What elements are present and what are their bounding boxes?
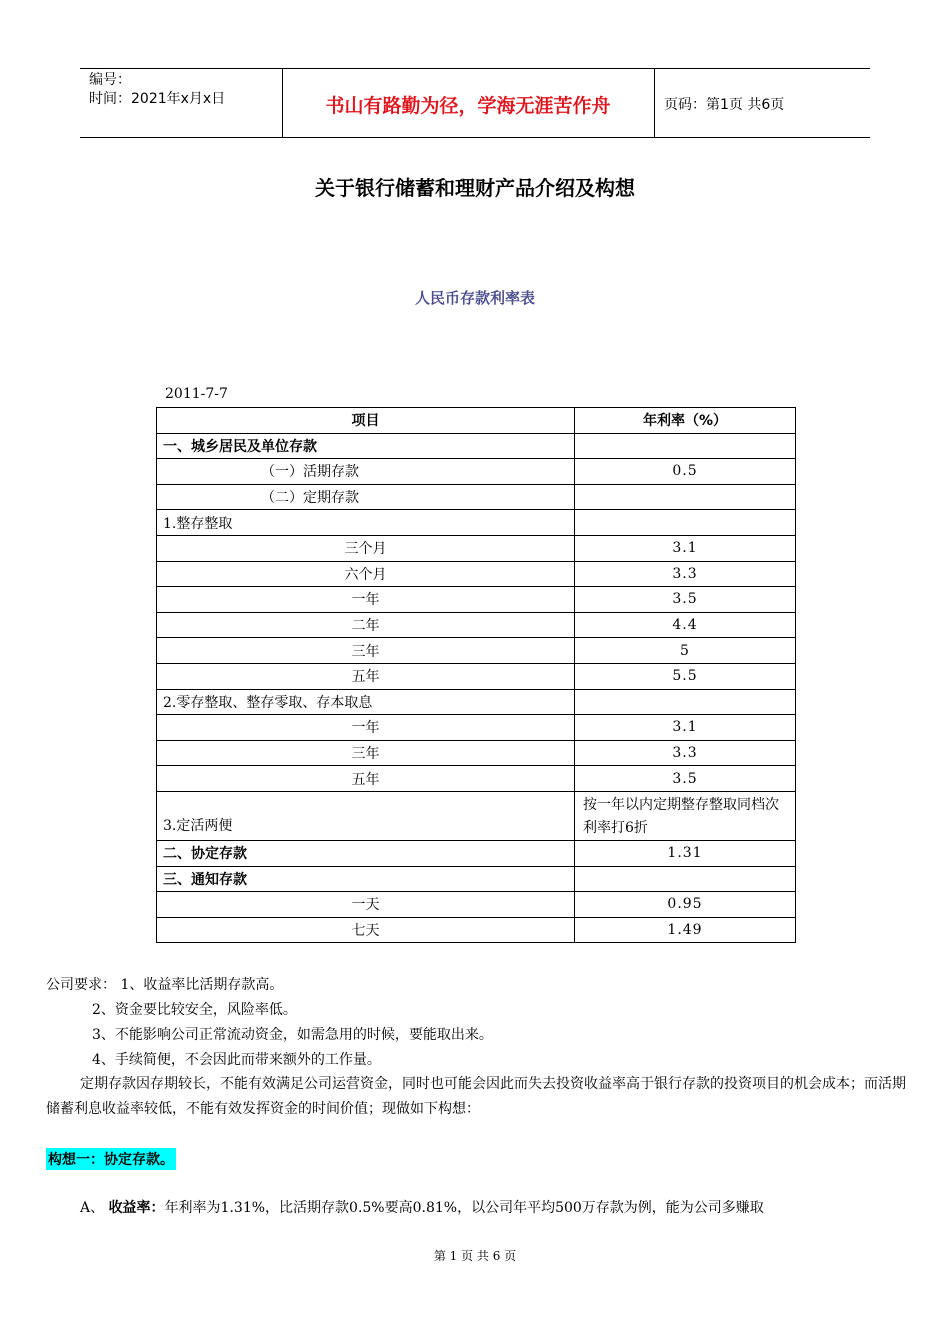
row-rate-cell: 0.95 — [575, 892, 796, 918]
row-item-cell: 一天 — [157, 892, 575, 918]
point-a — [80, 1197, 764, 1217]
table-row — [157, 840, 796, 866]
row-item-cell: 二、协定存款 — [157, 840, 575, 866]
column-header-rate: 年利率（%） — [575, 408, 796, 434]
row-rate-cell: 3.5 — [575, 766, 796, 792]
table-row — [157, 715, 796, 741]
row-rate-cell — [575, 433, 796, 459]
row-item-cell: 三、通知存款 — [157, 866, 575, 892]
row-item-cell: 七天 — [157, 917, 575, 943]
table-row — [157, 612, 796, 638]
interest-rate-table — [156, 407, 796, 943]
table-row — [157, 433, 796, 459]
document-header — [80, 68, 870, 138]
table-row — [157, 587, 796, 613]
page-footer: 第 1 页 共 6 页 — [433, 1249, 517, 1263]
table-title: 人民币存款利率表 — [414, 289, 535, 307]
table-row — [157, 866, 796, 892]
row-rate-cell: 3.5 — [575, 587, 796, 613]
row-item-cell: （一）活期存款 — [157, 459, 575, 485]
table-row — [157, 740, 796, 766]
table-row — [157, 791, 796, 840]
table-row — [157, 510, 796, 536]
table-row — [157, 766, 796, 792]
row-item-cell: 五年 — [157, 663, 575, 689]
row-item-cell: 三个月 — [157, 535, 575, 561]
row-item-cell: 一年 — [157, 587, 575, 613]
row-item-cell: 1.整存整取 — [157, 510, 575, 536]
table-date: 2011-7-7 — [165, 386, 228, 402]
point-a-text: 年利率为1.31%，比活期存款0.5%要高0.81%，以公司年平均500万存款为例，能为公司多赚取 — [164, 1200, 764, 1216]
row-item-cell: 3.定活两便 — [157, 791, 575, 840]
point-a-prefix: A、 — [80, 1200, 109, 1216]
row-rate-cell: 5.5 — [575, 663, 796, 689]
row-rate-cell — [575, 689, 796, 715]
row-item-cell: 五年 — [157, 766, 575, 792]
table-row — [157, 484, 796, 510]
table-row — [157, 459, 796, 485]
row-rate-cell: 3.3 — [575, 740, 796, 766]
row-rate-cell: 按一年以内定期整存整取同档次利率打6折 — [575, 791, 796, 840]
table-row — [157, 663, 796, 689]
row-rate-cell — [575, 866, 796, 892]
row-rate-cell — [575, 484, 796, 510]
requirement-3: 3、不能影响公司正常流动资金，如需急用的时候，要能取出来。 — [92, 1027, 493, 1043]
body-paragraph: 定期存款因存期较长，不能有效满足公司运营资金，同时也可能会因此而失去投资收益率高于银行存款的投资项目的机会成本；而活期储蓄利息收益率较低，不能有效发挥资金的时间价值；现做如下构想： — [46, 1076, 906, 1117]
row-item-cell: 六个月 — [157, 561, 575, 587]
idea-heading: 构想一：协定存款。 — [46, 1148, 176, 1170]
point-a-label: 收益率： — [108, 1200, 165, 1216]
row-item-cell: 二年 — [157, 612, 575, 638]
row-rate-cell: 1.49 — [575, 917, 796, 943]
table-body — [157, 433, 796, 943]
row-rate-cell: 5 — [575, 638, 796, 664]
table-row — [157, 892, 796, 918]
table-header-row — [157, 408, 796, 434]
requirement-2: 2、资金要比较安全，风险率低。 — [92, 1002, 297, 1018]
row-rate-cell: 0.5 — [575, 459, 796, 485]
row-rate-cell: 4.4 — [575, 612, 796, 638]
requirement-4: 4、手续简便，不会因此而带来额外的工作量。 — [92, 1052, 381, 1068]
header-meta — [89, 71, 225, 109]
requirement-1: 公司要求： 1、收益率比活期存款高。 — [46, 977, 284, 993]
row-rate-cell — [575, 510, 796, 536]
row-item-cell: 三年 — [157, 638, 575, 664]
row-item-cell: 2.零存整取、整存零取、存本取息 — [157, 689, 575, 715]
row-item-cell: 一年 — [157, 715, 575, 741]
row-rate-cell: 3.1 — [575, 535, 796, 561]
column-header-item: 项目 — [157, 408, 575, 434]
header-page-info: 页码：第1页 共6页 — [664, 97, 785, 113]
header-motto: 书山有路勤为径，学海无涯苦作舟 — [325, 95, 611, 117]
header-divider-right — [654, 69, 655, 137]
table-row — [157, 638, 796, 664]
document-title: 关于银行储蓄和理财产品介绍及构想 — [315, 176, 635, 200]
table-row — [157, 561, 796, 587]
number-label: 编号： — [89, 72, 131, 88]
table-row — [157, 689, 796, 715]
row-item-cell: 一、城乡居民及单位存款 — [157, 433, 575, 459]
table-row — [157, 917, 796, 943]
table-row — [157, 535, 796, 561]
row-rate-cell: 3.3 — [575, 561, 796, 587]
row-item-cell: 三年 — [157, 740, 575, 766]
time-label: 时间：2021年x月x日 — [89, 91, 226, 107]
row-rate-cell: 3.1 — [575, 715, 796, 741]
row-rate-cell: 1.31 — [575, 840, 796, 866]
row-item-cell: （二）定期存款 — [157, 484, 575, 510]
